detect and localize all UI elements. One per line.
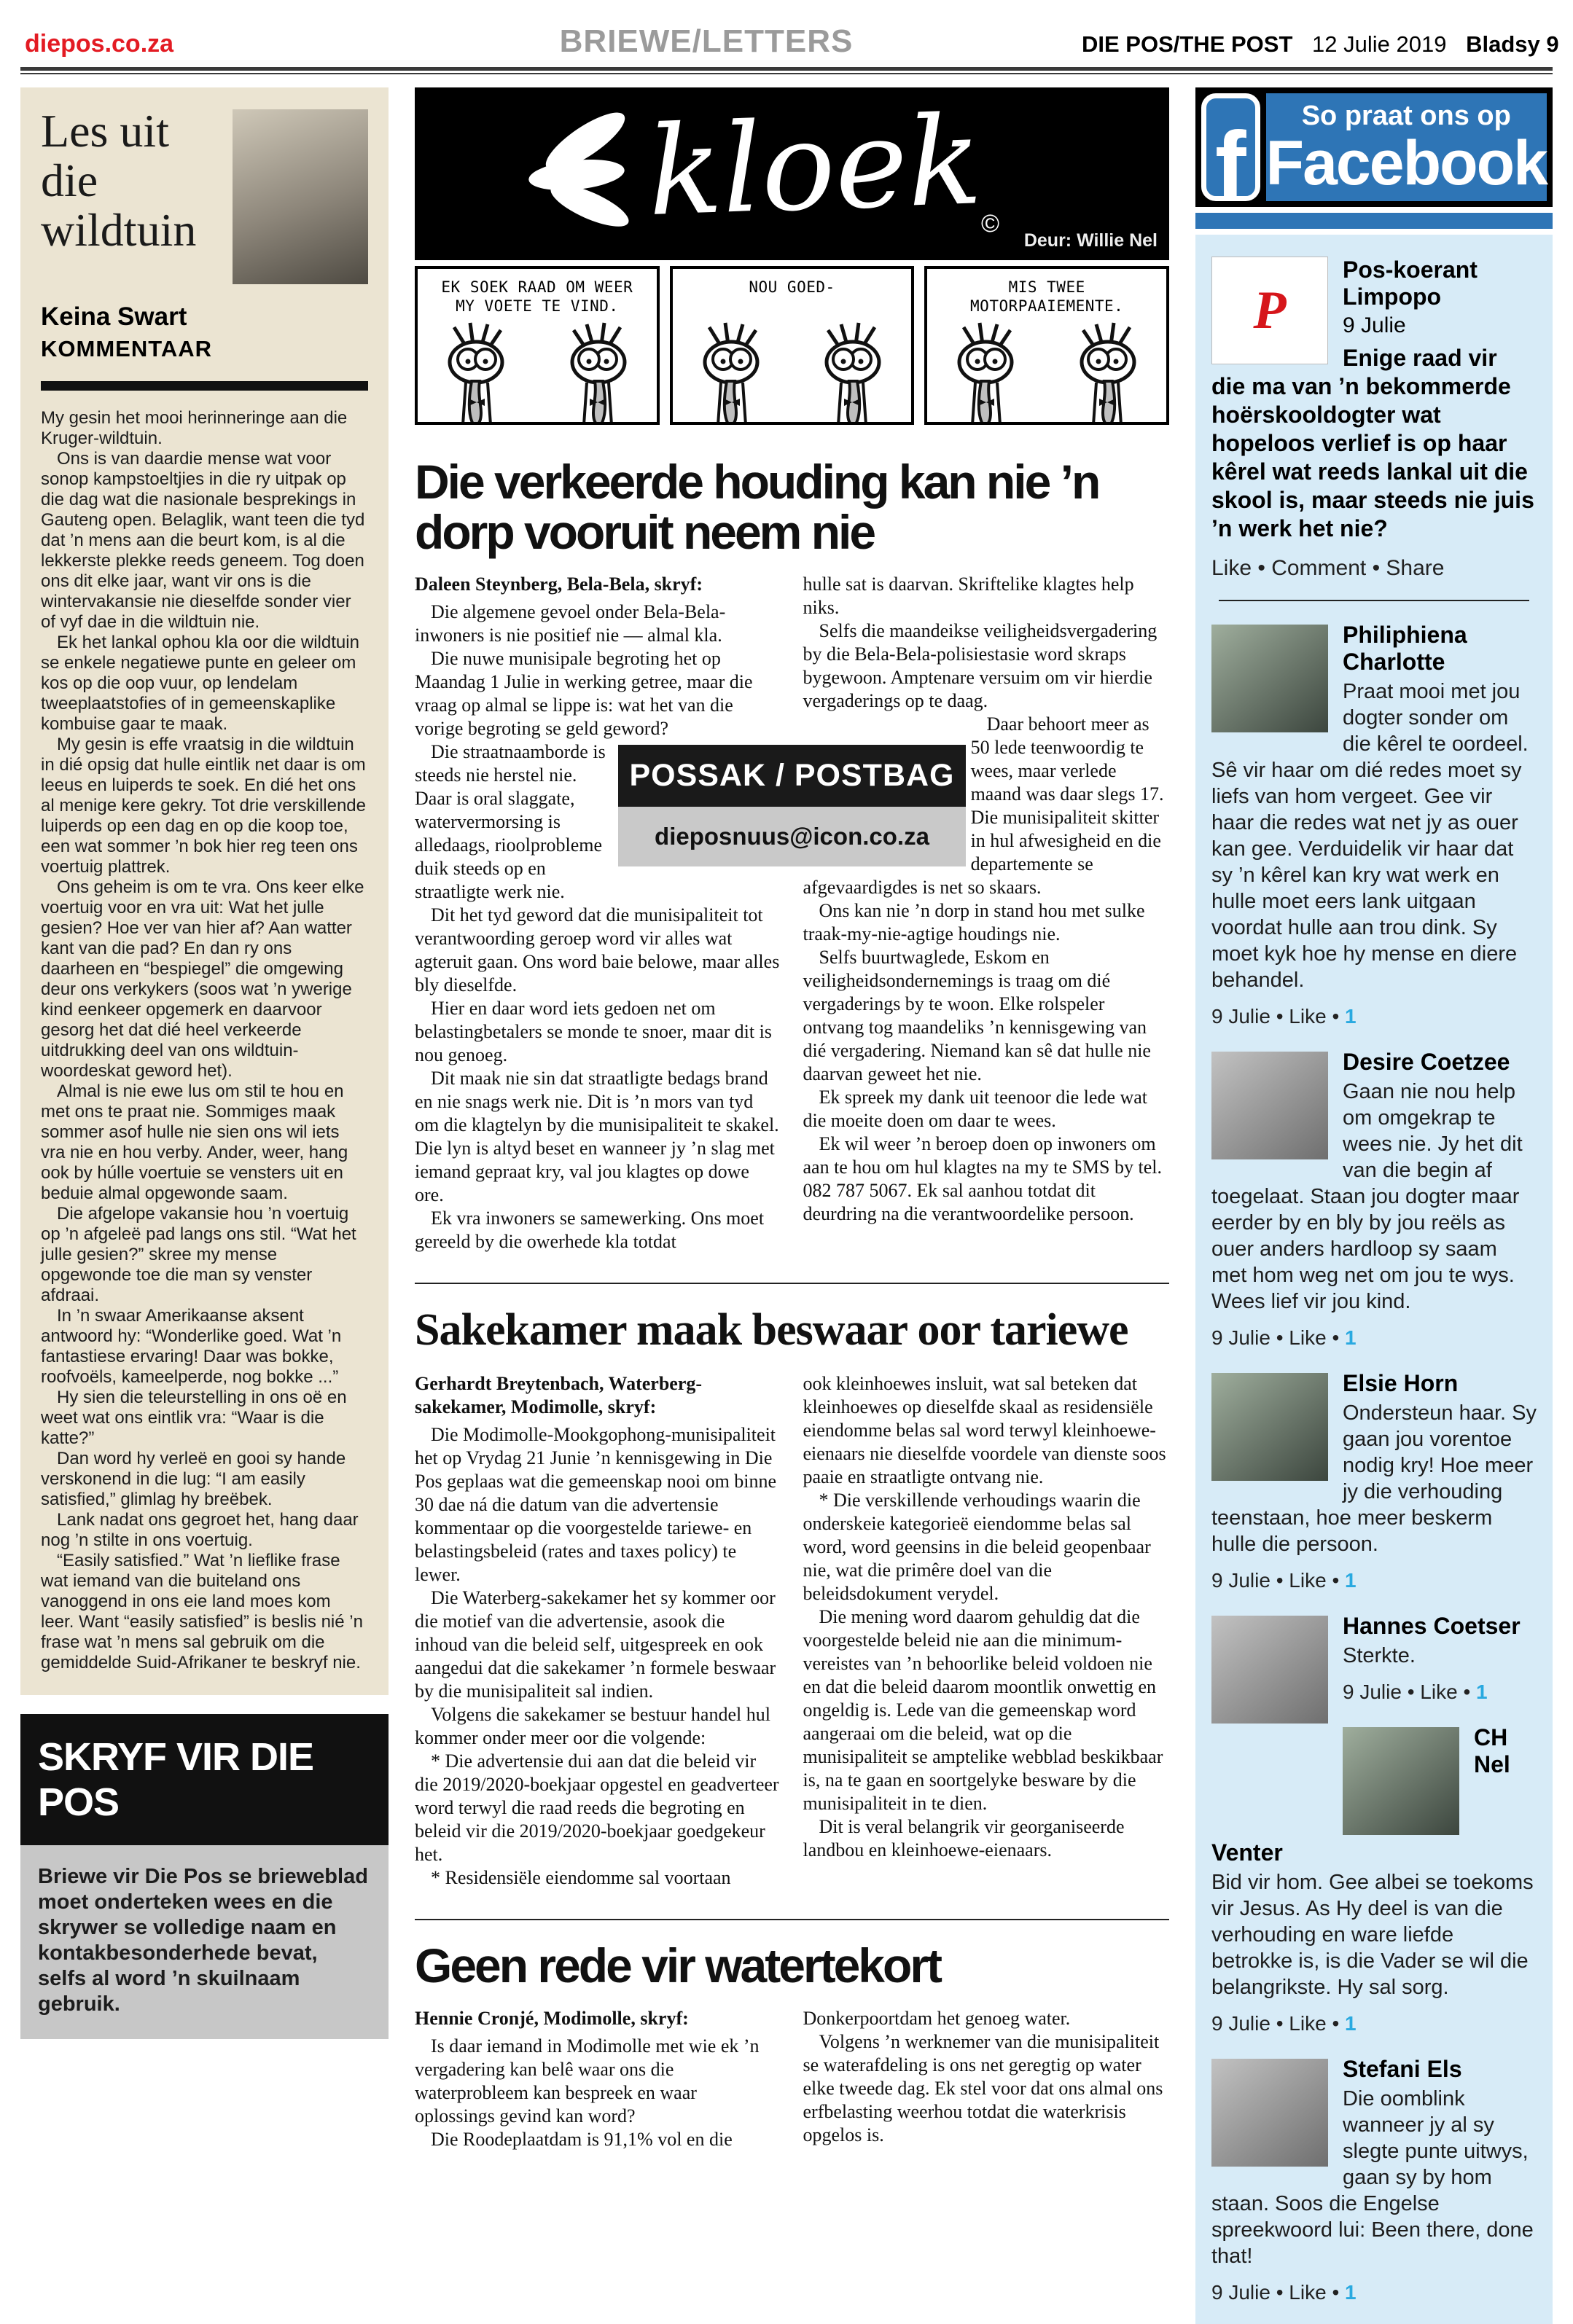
comic-caption: EK SOEK RAAD OM WEER MY VOETE TE VIND. xyxy=(441,278,633,315)
comment-text: Sterkte. xyxy=(1343,1644,1416,1667)
article3-paragraph: Volgens ’n werknemer van die munisipaliteit se waterafdeling is ons net geregtig op water elke tweede dag. Ek stel voor dat ons almal ons erfbelasting weerhou totdat die waterkrisis opgelos is. xyxy=(803,2030,1163,2145)
comment-meta: 9 Julie • Like • 1 xyxy=(1343,1681,1488,1703)
article1-paragraph: Selfs buurtwaglede, Eskom en veiligheidsondernemings is traag om dié vergaderings by te woon. Elke rolspeler ontvang tog maandeliks ’n kennisgewing van dié vergadering. Niemand kan sê dat hulle nie daarvan geweet het nie. xyxy=(803,947,1151,1085)
comment-author: Stefani Els xyxy=(1343,2056,1462,2082)
article1-paragraph: Die straatnaamborde is steeds nie herstel nie. Daar is oral slaggate, watervermorsing is alledaags, rioolprobleme duik steeds op en straatligte werk nie. xyxy=(415,740,781,904)
facebook-comment xyxy=(1211,2056,1537,2304)
article3-col2 xyxy=(803,2007,1170,2151)
comment-like-count: 1 xyxy=(1345,2012,1357,2035)
commentary-paragraph: In ’n swaar Amerikaanse aksent antwoord hy: “Wonderlike goed. Wat ’n fantastiese ervaring! Daar was bokke, roofvoëls, kameelperde, nog bokke ...” xyxy=(41,1306,342,1388)
article2-paragraph: Dit is veral belangrik vir georganiseerde landbou en kleinhoewe-eienaars. xyxy=(803,1816,1125,1861)
article1-paragraph: Hier en daar word iets gedoen net om belastingbetalers se monde te snoer, maar dit is nou genoeg. xyxy=(415,998,772,1066)
commentary-paragraph: Lank nadat ons gegroet het, hang daar nog ’n stilte in ons voertuig. xyxy=(41,1510,359,1551)
comment-like-count: 1 xyxy=(1345,1005,1357,1028)
bird-character-icon xyxy=(943,321,1029,425)
post-date: 9 Julie xyxy=(1343,313,1406,337)
comic-masthead xyxy=(415,87,1169,260)
facebook-comments xyxy=(1211,622,1537,2324)
comment-text: Bid vir hom. Gee albei se toekoms vir Jesus. As Hy deel is van die verhouding en ware liefde betrokke is, is die Vader se wil die belangrikste. Hy sal sorg. xyxy=(1211,1871,1534,1999)
author-photo xyxy=(233,109,368,284)
commentary-paragraph: Ek het lankal ophou kla oor die wildtuin se enkele negatiewe punte en geleer om kos op die oop vuur, op lendelam tweeplaatstofies of in gemeenskaplike kombuise gaar te maak. xyxy=(41,633,359,735)
commentary-paragraph: My gesin het mooi herinneringe aan die Kruger-wildtuin. xyxy=(41,408,348,449)
facebook-comment xyxy=(1211,1370,1537,1592)
comment-like-count: 1 xyxy=(1345,2281,1357,2304)
comic-panel xyxy=(415,266,660,425)
bird-character-icon xyxy=(555,321,641,425)
comment-text: Praat mooi met jou dogter sonder om die kêrel te oordeel. Sê vir haar om dié redes moet sy liefs van hom vergeet. Gee vir haar die redes wat net jy as ouer kan gee. Verduidelik vir haar dat sy ’n kêrel kan kry wat werk en hulle moet eers lank uitgaan voordat hulle aan trou dink. Sy moet kyk hoe hy mense en diere behandel. xyxy=(1211,680,1529,992)
issue-date: 12 Julie 2019 xyxy=(1312,31,1447,57)
bird-character-icon xyxy=(434,321,520,425)
comment-author: Philiphiena Charlotte xyxy=(1343,622,1467,675)
article1-paragraph: Selfs die maandeikse veiligheidsvergadering by die Bela-Bela-polisiestasie word skraps bygewoon. Amptenare versuim om vir hierdie vergaderings op te daag. xyxy=(803,620,1158,712)
comic-copyright: © xyxy=(981,210,1000,238)
commentary-divider xyxy=(41,381,368,391)
article1-paragraph: Daar behoort meer as 50 lede teenwoordig te wees, maar verlede maand was daar slegs 17. Die munisipaliteit skitter in hul afwesigheid en die departemente se afgevaardigdes is net so skaars. xyxy=(803,713,1164,899)
article1-paragraph: Die nuwe munisipale begroting het op Maandag 1 Julie in werking getree, maar die vraag op almal se lippe is: wat het van die vorige begroting se geld geword? xyxy=(415,648,753,740)
commentary-body xyxy=(41,408,368,1673)
article1-headline: Die verkeerde houding kan nie ’n dorp vooruit neem nie xyxy=(415,455,1099,559)
article2-paragraph: * Die verskillende verhoudings waarin die onderskeie kategorieë eiendomme belas sal word, word geensins in die beleid geopenbaar nie, wat die primêre doel van die beleidsdokument verydel. xyxy=(803,1490,1151,1605)
commentary-paragraph: Almal is nie ewe lus om stil te hou en met ons te praat nie. Sommiges maak sommer asof hulle nie sien ons wil iets vra nie en hou verby. Ander, weer, hang ook by húlle voertuie se vensters uit en beduie almal opgewonde saam. xyxy=(41,1081,348,1204)
comment-like-count: 1 xyxy=(1476,1681,1488,1703)
facebook-comment xyxy=(1211,1724,1537,2035)
post-divider xyxy=(1219,600,1529,601)
section-title: BRIEWE/LETTERS xyxy=(559,23,854,59)
article1-byline: Daleen Steynberg, Bela-Bela, skryf: xyxy=(415,574,703,595)
postbag-box xyxy=(618,745,965,866)
commentary-paragraph: My gesin is effe vraatsig in die wildtuin in dié opsig dat hulle eintlik net daar is om leeus en luiperds te soek. En dié het ons al menige kere gekry. Tot drie verskillende luiperds op een dag en op die koop toe, een wat sommer ’n bok hier reg teen ons voertuig plattrek. xyxy=(41,735,366,877)
commentary-box xyxy=(20,87,389,1695)
comic-credit: Deur: Willie Nel xyxy=(1023,230,1158,251)
postbag-email: dieposnuus@icon.co.za xyxy=(618,807,965,866)
facebook-header-bar xyxy=(1195,213,1553,229)
article2-col1 xyxy=(415,1372,781,1890)
article1-paragraph: Ek wil weer ’n beroep doen op inwoners om aan te hou om hul klagtes na my te SMS by tel. 082 787 5067. Ek sal aanhou totdat dit deurdring na die verantwoordelike persoon. xyxy=(803,1133,1162,1225)
commentary-paragraph: “Easily satisfied.” Wat ’n lieflike frase wat iemand van die buiteland ons vanoggend in ons eie land moes kom leer. Want “easily satisfied” is beslis nié ’n frase wat ’n mens sal gebruik om die gemiddelde Suid-Afrikaner te beskryf nie. xyxy=(41,1551,363,1673)
commentary-author: Keina Swart xyxy=(41,302,187,332)
publication-info xyxy=(1082,31,1559,58)
page-grid xyxy=(20,87,1553,2324)
facebook-column xyxy=(1195,87,1553,2324)
comment-avatar xyxy=(1211,2059,1328,2167)
page-number: Bladsy 9 xyxy=(1466,31,1559,57)
commentary-paragraph: Ons is van daardie mense wat voor sonop kampstoeltjies in die ry uitpak op die dag wat die nasionale besprekings in Gauteng open. Belaglik, want teen die tyd dat ’n mens aan die beurt kom, is al die lekkerste plekke reeds geneem. Tog doen ons dit elke jaar, want vir ons is die wintervakansie nie dieselfde sonder vier of vyf dae in die wildtuin nie. xyxy=(41,449,365,633)
commentary-paragraph: Die afgelope vakansie hou ’n voertuig op ’n afgeleë pad langs ons stil. “Wat het julle gesien?” skree my mense opgewonde toe die man sy venster afdraai. xyxy=(41,1204,356,1306)
write-to-us-body: Briewe vir Die Pos se brieweblad moet onderteken wees en die skrywer se volledige naam en kontakbesonderhede bevat, selfs al word ’n skuilnaam gebruik. xyxy=(38,1865,368,2016)
facebook-header xyxy=(1195,87,1553,207)
facebook-comment xyxy=(1211,622,1537,1028)
comment-author: Elsie Horn xyxy=(1343,1370,1459,1396)
article2-col2 xyxy=(803,1372,1170,1890)
comment-avatar xyxy=(1343,1727,1459,1835)
masthead-rule-thin xyxy=(20,73,1553,74)
article1-paragraph: Ek spreek my dank uit teenoor die lede wat die moeite doen om daar te wees. xyxy=(803,1087,1148,1132)
facebook-logo-icon: f xyxy=(1201,93,1260,201)
comic-panel xyxy=(924,266,1169,425)
article2-paragraph: Die mening word daarom gehuldig dat die voorgestelde beleid nie aan die minimum-vereistes van ’n behoorlike beleid voldoen nie en dat die beleid daarom moontlik onwettig en ongeldig is. Lede van die gemeenskap word aangeraai om die beleid, wat op die munisipaliteit se amptelike webblad beskikbaar is, na te gaan en soortgelyke besware by die munisipaliteit in te dien. xyxy=(803,1606,1163,1815)
article1-col2 xyxy=(803,573,1170,1253)
article-sakekamer xyxy=(415,1283,1169,1890)
bird-character-icon xyxy=(689,321,775,425)
article2-paragraph: * Die advertensie dui aan dat die beleid vir die 2019/2020-boekjaar opgestel en geadverteer word terwyl die raad reeds die begroting en beleid vir die 2019/2020-boekjaar goedgekeur het. xyxy=(415,1750,779,1866)
article3-headline: Geen rede vir watertekort xyxy=(415,1938,940,1993)
article1-paragraph: Dit het tyd geword dat die munisipaliteit tot verantwoording geroep word vir alles wat agteruit gaan. Ons word baie belowe, maar alles bly dieselfde. xyxy=(415,904,780,996)
comment-avatar xyxy=(1211,1616,1328,1724)
write-to-us-header xyxy=(20,1714,389,1845)
post-avatar: P xyxy=(1211,257,1328,364)
comment-meta: 9 Julie • Like • 1 xyxy=(1211,1005,1357,1028)
masthead-rule xyxy=(20,67,1553,71)
article2-headline: Sakekamer maak beswaar oor tariewe xyxy=(415,1305,1128,1355)
comment-author: Desire Coetzee xyxy=(1343,1049,1510,1075)
bird-character-icon xyxy=(809,321,895,425)
article1-paragraph: Ek vra inwoners se samewerking. Ons moet gereeld by die owerhede kla totdat xyxy=(415,1208,765,1253)
comment-like-count: 1 xyxy=(1345,1326,1357,1349)
article1-col1 xyxy=(415,573,781,1253)
comment-text: Ondersteun haar. Sy gaan jou vorentoe nodig kry! Hoe meer jy die verhouding teenstaan, hoe meer beskerm hulle die persoon. xyxy=(1211,1401,1537,1556)
article1-columns xyxy=(415,573,1169,1253)
article2-paragraph: ook kleinhoewes insluit, wat sal beteken dat kleinhoewes op dieselfde skaal as residensiële eiendomme belas sal word terwyl kleinhoewe-eienaars nie dieselfde voordele van dienste soos paaie en straatligte ontvang nie. xyxy=(803,1373,1166,1488)
facebook-title-box xyxy=(1266,93,1547,201)
article2-paragraph: Die Waterberg-sakekamer het sy kommer oor die motief van die advertensie, asook die inhoud van die beleid self, uitgespreek en ook aangedui dat die sakekamer ’n formele beswaar by die munisipaliteit sal indien. xyxy=(415,1587,776,1702)
paper-name: DIE POS/THE POST xyxy=(1082,31,1293,57)
comment-author: Hannes Coetser xyxy=(1343,1613,1521,1639)
facebook-comment xyxy=(1211,1613,1537,1704)
article2-byline: Gerhardt Breytenbach, Waterberg-sakekamer, Modimolle, skryf: xyxy=(415,1373,703,1418)
facebook-feed xyxy=(1195,235,1553,2324)
commentary-title: Les uit die wildtuin xyxy=(41,105,197,256)
article1-paragraph: Ons kan nie ’n dorp in stand hou met sulke traak-my-nie-agtige houdings nie. xyxy=(803,900,1145,945)
main-column xyxy=(415,87,1169,2324)
article2-paragraph: Die Modimolle-Mookgophong-munisipaliteit het op Vrydag 21 Junie ’n kennisgewing in Die Pos geplaas wat die gemeenskap nooi om binne 30 dae ná die datum van die advertensie kommentaar op die voorgestelde tariewe- en belastingsbeleid (rates and taxes policy) te lewer. xyxy=(415,1424,777,1586)
comment-meta: 9 Julie • Like • 1 xyxy=(1211,1326,1357,1349)
comic-panel xyxy=(670,266,915,425)
commentary-paragraph: Dan word hy verleë en gooi sy hande verskonend in die lug: “I am easily satisfied,” glimlag hy breëbek. xyxy=(41,1449,346,1510)
comment-meta: 9 Julie • Like • 1 xyxy=(1211,2281,1357,2304)
article-watertekort xyxy=(415,1919,1169,2151)
commentary-paragraph: Hy sien die teleurstelling in ons oë en weet wat ons eintlik vra: “Waar is die katte?” xyxy=(41,1388,347,1449)
comic-panels xyxy=(415,266,1169,425)
comment-avatar xyxy=(1211,625,1328,732)
comment-meta: 9 Julie • Like • 1 xyxy=(1211,2012,1357,2035)
post-message: Enige raad vir die ma van ’n bekommerde hoërskooldogter wat hopeloos verlief is op haar kêrel wat reeds lankal uit die skool is, maar steeds nie juis ’n werk het nie? xyxy=(1211,345,1534,541)
commentary-column xyxy=(20,87,389,2324)
article2-columns xyxy=(415,1372,1169,1890)
article3-columns xyxy=(415,2007,1169,2151)
comment-author: CH Nel Venter xyxy=(1211,1724,1510,1866)
commentary-role: KOMMENTAAR xyxy=(41,336,213,362)
comment-avatar xyxy=(1211,1052,1328,1159)
comic-caption: MIS TWEE MOTORPAAIEMENTE. xyxy=(970,278,1124,315)
article3-col1 xyxy=(415,2007,781,2151)
comment-text: Die oomblink wanneer jy al sy slegte punte uitwys, gaan sy by hom staan. Soos die Engelse spreekwoord lui: Been there, done that! xyxy=(1211,2087,1534,2268)
comment-like-count: 1 xyxy=(1345,1569,1357,1592)
facebook-comment xyxy=(1211,1049,1537,1350)
article3-paragraph: Is daar iemand in Modimolle met wie ek ’n vergadering kan belê waar ons die waterprobleem kan bespreek en waar oplossings gevind kan word? xyxy=(415,2035,760,2127)
postbag-title: POSSAK / POSTBAG xyxy=(618,745,965,807)
article1-paragraph: Die algemene gevoel onder Bela-Bela-inwoners is nie positief nie — almal kla. xyxy=(415,601,726,646)
comment-avatar xyxy=(1211,1373,1328,1481)
article1-paragraph: Dit maak nie sin dat straatligte bedags brand en nie snags werk nie. Dit is ’n mors van tyd om die klagtelyn by die munisipaliteit te skakel. Die lyn is altyd beset en wanneer jy ’n slag met iemand gepraat kry, val jou klagtes op dowe ore. xyxy=(415,1068,779,1206)
article3-paragraph: Donkerpoortdam het genoeg water. xyxy=(803,2007,1071,2029)
comment-text: Gaan nie nou help om omgekrap te wees nie. Jy het dit van die begin af toegelaat. Staan jou dogter maar eerder by en bly by jou reëls as ouer anders hardloop sy saam met hom weg net om jou te wys. Wees lief vir jou kind. xyxy=(1211,1080,1523,1313)
article2-paragraph: Volgens die sakekamer se bestuur handel hul kommer onder meer oor die volgende: xyxy=(415,1704,770,1749)
commentary-paragraph: Ons geheim is om te vra. Ons keer elke voertuig voor en vra uit: Wat het julle gesien? Hoe ver van hier af? Aan watter kant van die pad? En dan ry ons daarheen en “bespiegel” die omgewing deur ons verkykers (soos wat ’n ywerige kind eenkeer opgemerk en daarvoor gesorg het dat dié heel verkeerde uitdrukking deel van ons wildtuin-woordeskat geword het). xyxy=(41,877,364,1081)
article-verkeerde-houding xyxy=(415,457,1169,1253)
comic-strip xyxy=(415,87,1169,425)
post-author: Pos-koerant Limpopo xyxy=(1343,257,1478,310)
bird-character-icon xyxy=(1064,321,1150,425)
comment-meta: 9 Julie • Like • 1 xyxy=(1211,1569,1357,1592)
write-to-us-body-box xyxy=(20,1845,389,2039)
article2-paragraph: * Residensiële eiendomme sal voortaan xyxy=(431,1867,731,1889)
article1-paragraph: hulle sat is daarvan. Skriftelike klagtes help niks. xyxy=(803,574,1134,619)
comic-caption: NOU GOED- xyxy=(749,278,835,296)
facebook-post xyxy=(1211,257,1537,581)
facebook-tagline: So praat ons op xyxy=(1301,101,1511,131)
site-url: diepos.co.za xyxy=(25,30,174,58)
article3-paragraph: Die Roodeplaatdam is 91,1% vol en die xyxy=(431,2128,733,2150)
masthead xyxy=(20,10,1559,67)
comic-title: kloek xyxy=(645,89,985,243)
article3-byline: Hennie Cronjé, Modimolle, skryf: xyxy=(415,2007,689,2029)
post-actions[interactable]: Like • Comment • Share xyxy=(1211,556,1445,580)
write-to-us-title: SKRYF VIR DIE POS xyxy=(38,1735,314,1825)
facebook-brand: Facebook xyxy=(1265,128,1547,198)
